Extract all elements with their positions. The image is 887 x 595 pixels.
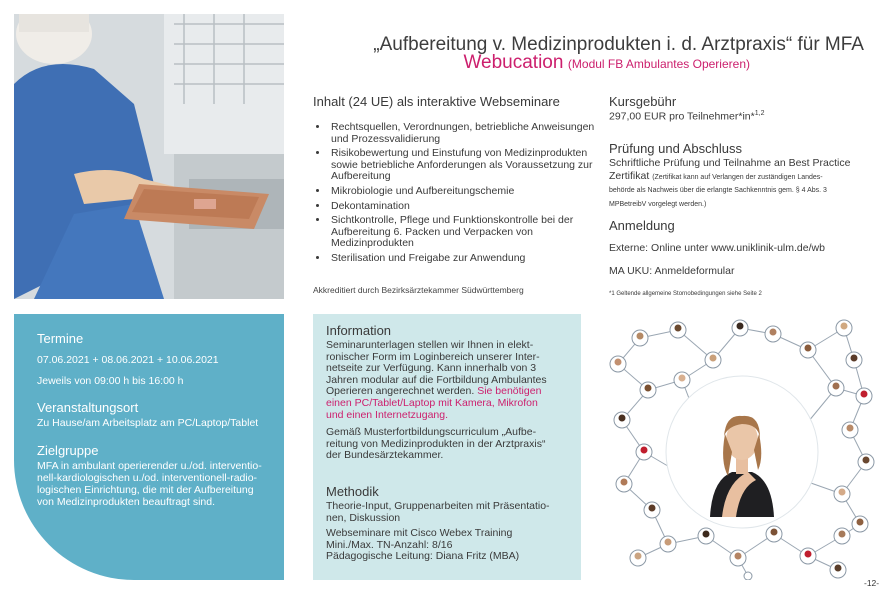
exam-note: (Zertifikat kann auf Verlangen der zuständigen Landes-	[652, 174, 823, 181]
target-text	[37, 460, 282, 508]
method-line: nen, Diskussion	[326, 511, 401, 524]
curriculum-line: der Bundesärztekammer.	[326, 449, 444, 462]
exam-note: MPBetreibV vorgelegt werden.)	[609, 201, 707, 208]
exam-text	[609, 157, 879, 211]
list-item: • Mikrobiologie und Aufbereitungschemie	[329, 186, 601, 198]
registration-heading: Anmeldung	[609, 218, 675, 233]
list-item: • Risikobewertung und Einstufung von Medizinprodukten sowie betriebliche Anforderungen als Voraussetzung zur Aufbereitung	[329, 148, 601, 183]
target-line: MFA in ambulant operierender u./od. interventio-	[37, 460, 262, 472]
module-label: (Modul FB Ambulantes Operieren)	[567, 57, 750, 71]
curriculum-line: Gemäß Musterfortbildungscurriculum „Aufbe-	[326, 426, 537, 439]
info-line: netseite zur Verfügung. Kann innerhalb von 3	[326, 362, 537, 375]
exam-certificate: Zertifikat	[609, 170, 650, 182]
method-line: Mini./Max. TN-Anzahl: 8/16	[326, 538, 453, 551]
information-box	[313, 314, 581, 580]
header-photo	[14, 14, 284, 299]
exam-note: behörde als Nachweis über die erlangte Sachkenntnis gem. § 4 Abs. 3	[609, 187, 827, 194]
page-title: „Aufbereitung v. Medizinprodukten i. d. Arztpraxis“ für MFA	[373, 34, 864, 55]
footnote: *1 Geltende allgemeine Stornobedingungen siehe Seite 2	[609, 291, 762, 297]
info-highlight: Sie benötigen	[477, 385, 542, 398]
info-line: Jahren modular auf die Fortbildung Ambulantes	[326, 373, 547, 386]
venue-heading: Veranstaltungsort	[37, 400, 139, 415]
curriculum-line: reitung von Medizinprodukten in der Arztpraxis“	[326, 437, 546, 450]
list-item: • Dekontamination	[329, 201, 601, 213]
info-line: ronischer Form im Loginbereich unserer Inter-	[326, 350, 540, 363]
method-heading: Methodik	[326, 484, 379, 499]
exam-heading: Prüfung und Abschluss	[609, 141, 742, 156]
registration-internal: MA UKU: Anmeldeformular	[609, 265, 735, 277]
dates-heading: Termine	[37, 331, 84, 346]
dates-text: 07.06.2021 + 08.06.2021 + 10.06.2021	[37, 354, 219, 366]
info-highlight: einen PC/Tablet/Laptop mit Kamera, Mikrofon	[326, 396, 538, 409]
info-text	[326, 340, 571, 462]
info-highlight: und einen Internetzugang.	[326, 408, 449, 421]
target-line: nell-kardiologischen u./od. interventionell-radio-	[37, 472, 258, 484]
target-line: von Medizinprodukten beauftragt sind.	[37, 496, 216, 508]
list-item: • Sichtkontrolle, Pflege und Funktionskontrolle bei der Aufbereitung 6. Packen und Verpacken von Medizinprodukten	[329, 215, 601, 250]
fee-text	[609, 110, 764, 123]
target-heading: Zielgruppe	[37, 443, 99, 458]
network-illustration	[608, 312, 876, 580]
list-item: • Rechtsquellen, Verordnungen, betriebliche Anweisungen und Prozessvalidierung	[329, 122, 601, 145]
fee-heading: Kursgebühr	[609, 94, 677, 109]
webucation-label: Webucation	[463, 52, 564, 73]
target-line: logischen Einrichtung, die mit der Aufbereitung	[37, 484, 254, 496]
venue-text: Zu Hause/am Arbeitsplatz am PC/Laptop/Tablet	[37, 417, 259, 429]
page-number: -12-	[864, 578, 880, 588]
method-line: Pädagogische Leitung: Diana Fritz (MBA)	[326, 550, 520, 563]
exam-line	[609, 170, 879, 184]
info-line: Seminarunterlagen stellen wir Ihnen in elekt-	[326, 339, 534, 351]
photo-illustration	[14, 14, 284, 299]
event-details-box	[14, 314, 284, 580]
exam-line: Schriftliche Prüfung und Teilnahme an Best Practice	[609, 157, 851, 169]
content-list	[313, 122, 601, 268]
method-line: Webseminare mit Cisco Webex Training	[326, 527, 513, 540]
info-line-text: Operieren angerechnet werden.	[326, 385, 475, 398]
method-line: Theorie-Input, Gruppenarbeiten mit Präsentatio-	[326, 500, 550, 512]
info-heading: Information	[326, 323, 392, 338]
fee-amount: 297,00 EUR pro Teilnehmer*in*	[609, 110, 755, 123]
list-item: • Sterilisation und Freigabe zur Anwendung	[329, 253, 601, 265]
subtitle	[300, 52, 750, 74]
method-text	[326, 501, 571, 563]
registration-external: Externe: Online unter www.uniklinik-ulm.de/wb	[609, 242, 825, 254]
content-heading: Inhalt (24 UE) als interaktive Webseminare	[313, 94, 560, 109]
fee-sup: 1,2	[754, 110, 765, 117]
times-text: Jeweils von 09:00 h bis 16:00 h	[37, 375, 184, 387]
accreditation-text: Akkreditiert durch Bezirksärztekammer Südwürttemberg	[313, 285, 524, 295]
